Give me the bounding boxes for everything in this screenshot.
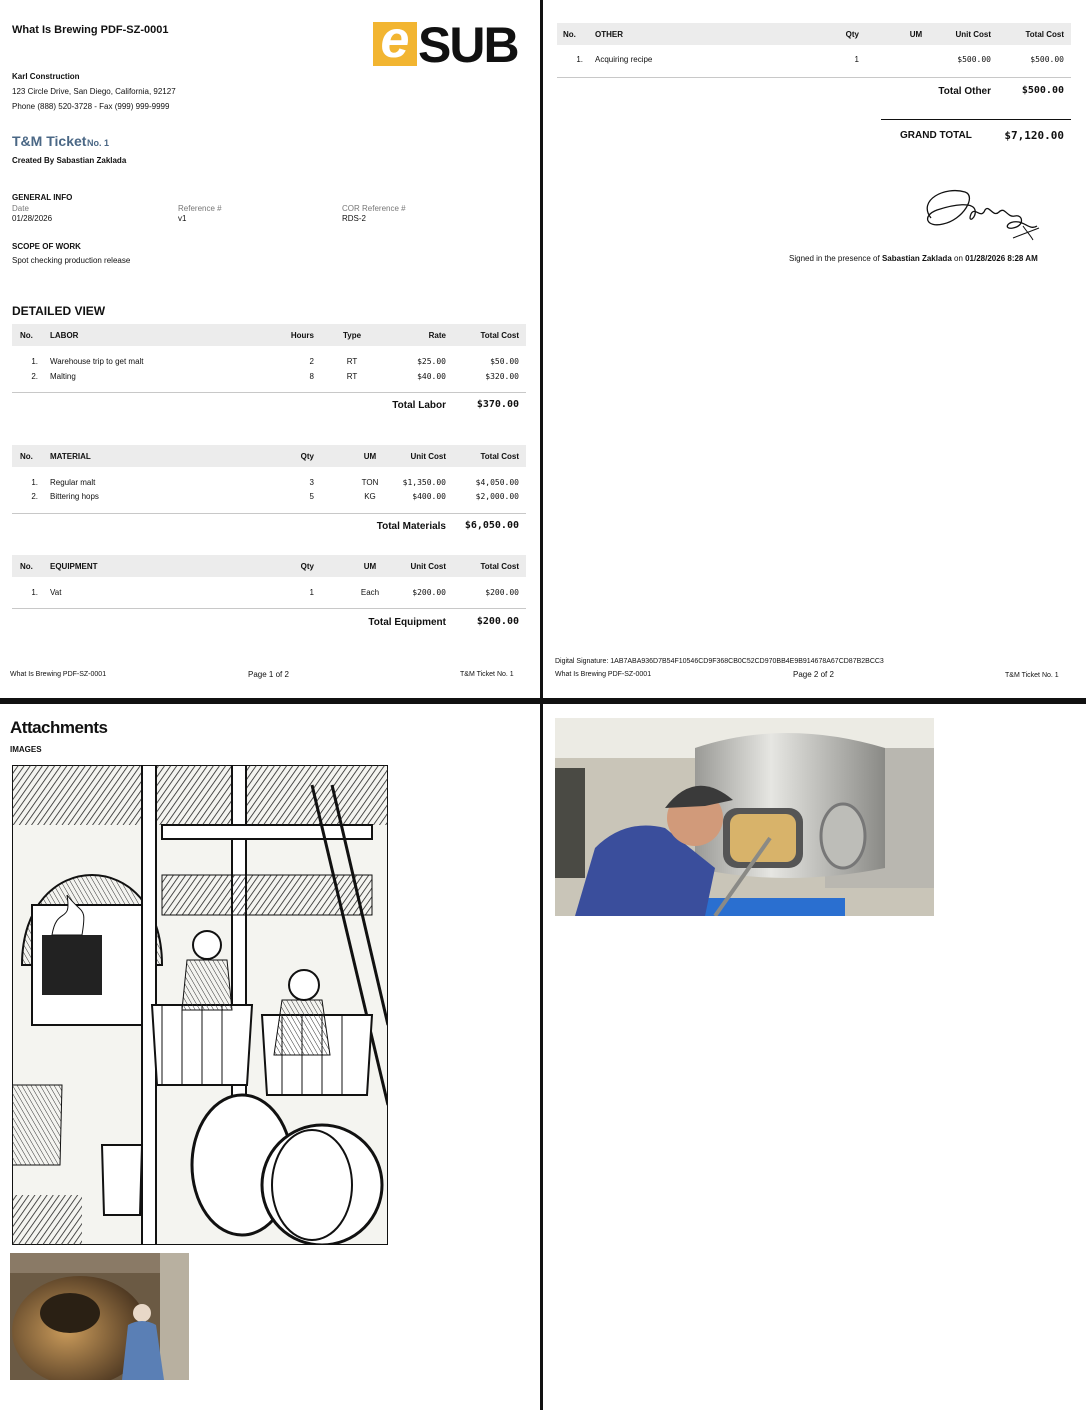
equipment-header-qty: Qty [300,562,314,571]
created-by: Created By Sabastian Zaklada [12,156,127,165]
attachments-heading: Attachments [10,718,108,737]
digital-signature: Digital Signature: 1AB7ABA936D7B54F10546CD9F368CB0C52CD970BB4E9B914678A67CD87B2BCC3 [555,658,884,665]
total-materials-label: Total Materials [376,521,446,532]
total-materials-value: $6,050.00 [464,520,519,531]
page-2: No. OTHER Qty UM Unit Cost Total Cost 1. Acquiring recipe 1 $500.00 $500.00 Total Other $500.00 GRAND TOTAL $7,120.00 Signed in the presence of Sabastian Zaklada on 01/28/2026 8:28 AM Digital Signature: 1AB7ABA936D7B54F10546CD9F368CB0C52CD970BB4E9B914678A67CD87B2BCC3 What Is Brewing PDF-SZ-0001 Page 2 of 2 T&M Ticket No. 1 [543,0,1086,698]
company-name: Karl Construction [12,72,80,81]
page-divider-horizontal [0,698,1086,704]
other-header-no: No. [563,30,576,39]
other-header-qty: Qty [845,30,859,39]
total-equipment-value: $200.00 [476,616,519,627]
reference-value: v1 [178,214,187,223]
other-header-name: OTHER [595,30,623,39]
total-labor-value: $370.00 [476,399,519,410]
date-value: 01/28/2026 [12,214,53,223]
other-header-total: Total Cost [1025,30,1064,39]
equipment-header-unit-cost: Unit Cost [410,562,446,571]
brewery-woodcut-image[interactable] [12,765,388,1245]
date-label: Date [12,204,29,213]
other-header-um: UM [909,30,923,39]
ticket-title: T&M Ticket [12,133,87,149]
footer-ticket: T&M Ticket No. 1 [460,671,514,678]
grand-total-label: GRAND TOTAL [900,130,972,141]
ticket-number: No. 1 [87,138,110,148]
other-header-unit-cost: Unit Cost [955,30,991,39]
signature-statement: Signed in the presence of Sabastian Zaklada on 01/28/2026 8:28 AM [789,254,1038,263]
total-labor-label: Total Labor [392,400,446,411]
grand-total-rule [881,119,1071,120]
footer-doc-title: What Is Brewing PDF-SZ-0001 [10,671,107,678]
attachments-page [0,704,540,1410]
scope-heading: SCOPE OF WORK [12,242,81,251]
cor-reference-label: COR Reference # [342,204,406,213]
footer-page-number: Page 1 of 2 [248,670,289,679]
reference-label: Reference # [178,204,222,213]
labor-header-name: LABOR [50,331,79,340]
company-address: 123 Circle Drive, San Diego, California, 92127 [12,87,176,96]
page-1: What Is Brewing PDF-SZ-0001 e SUB Karl Construction 123 Circle Drive, San Diego, California, 92127 Phone (888) 520-3728 - Fax (999) 999-9999 T&M Ticket No. 1 Created By Sabastian Zaklada GENERAL INFO Date 01/28/2026 Reference # v1 COR Reference # RDS-2 SCOPE OF WORK Spot checking production release DETAILED VIEW No. LABOR Hours Type Rate Total Cost 1. Warehouse trip to get malt 2 RT $25.00 $50.00 2. Malting 8 RT $40.00 $320.00 Total Labor $370.00 No. MATERIAL Qty UM Unit Cost Total Cost 1. Regular malt 3 TON $1,350.00 $4,050.00 2. Bittering hops 5 KG $400.00 $2,000.00 Total Materials $6,050.00 No. EQUIPMENT Qty UM Unit Cost Total Cost 1. Vat 1 Each $200.00 $200.00 Total Equipment $200.00 What Is Brewing PDF-SZ-0001 Page 1 of 2 T&M Ticket No. 1 [0,0,540,698]
material-header-um: UM [363,452,377,461]
labor-header-no: No. [20,331,33,340]
scope-text: Spot checking production release [12,256,131,265]
total-equipment-label: Total Equipment [368,617,446,628]
labor-header-rate: Rate [428,331,446,340]
grand-total-value: $7,120.00 [1004,129,1064,142]
brewer-mash-tun-photo[interactable] [555,718,934,916]
equipment-header-um: UM [363,562,377,571]
material-header-unit-cost: Unit Cost [410,452,446,461]
company-phone: Phone (888) 520-3728 - Fax (999) 999-9999 [12,102,170,111]
footer-ticket: T&M Ticket No. 1 [1005,672,1059,679]
labor-header-total: Total Cost [480,331,519,340]
total-other-value: $500.00 [1021,85,1064,96]
equipment-header-name: EQUIPMENT [50,562,98,571]
footer-doc-title: What Is Brewing PDF-SZ-0001 [555,671,652,678]
cor-reference-value: RDS-2 [342,214,367,223]
material-header-name: MATERIAL [50,452,91,461]
signature-image [915,180,1045,242]
equipment-header-no: No. [20,562,33,571]
images-subheading: IMAGES [10,745,42,754]
material-header-total: Total Cost [480,452,519,461]
general-info-heading: GENERAL INFO [12,193,73,202]
detailed-view-heading: DETAILED VIEW [12,304,106,318]
attachments-page-2 [543,704,1086,1410]
equipment-header-total: Total Cost [480,562,519,571]
labor-header-type: Type [342,331,362,340]
page-divider-vertical [540,0,543,1410]
total-other-label: Total Other [938,86,991,97]
copper-brew-kettle-photo[interactable] [10,1253,189,1380]
labor-header-hours: Hours [290,331,314,340]
material-header-no: No. [20,452,33,461]
material-header-qty: Qty [300,452,314,461]
footer-page-number: Page 2 of 2 [793,670,834,679]
doc-title: What Is Brewing PDF-SZ-0001 [12,24,169,36]
